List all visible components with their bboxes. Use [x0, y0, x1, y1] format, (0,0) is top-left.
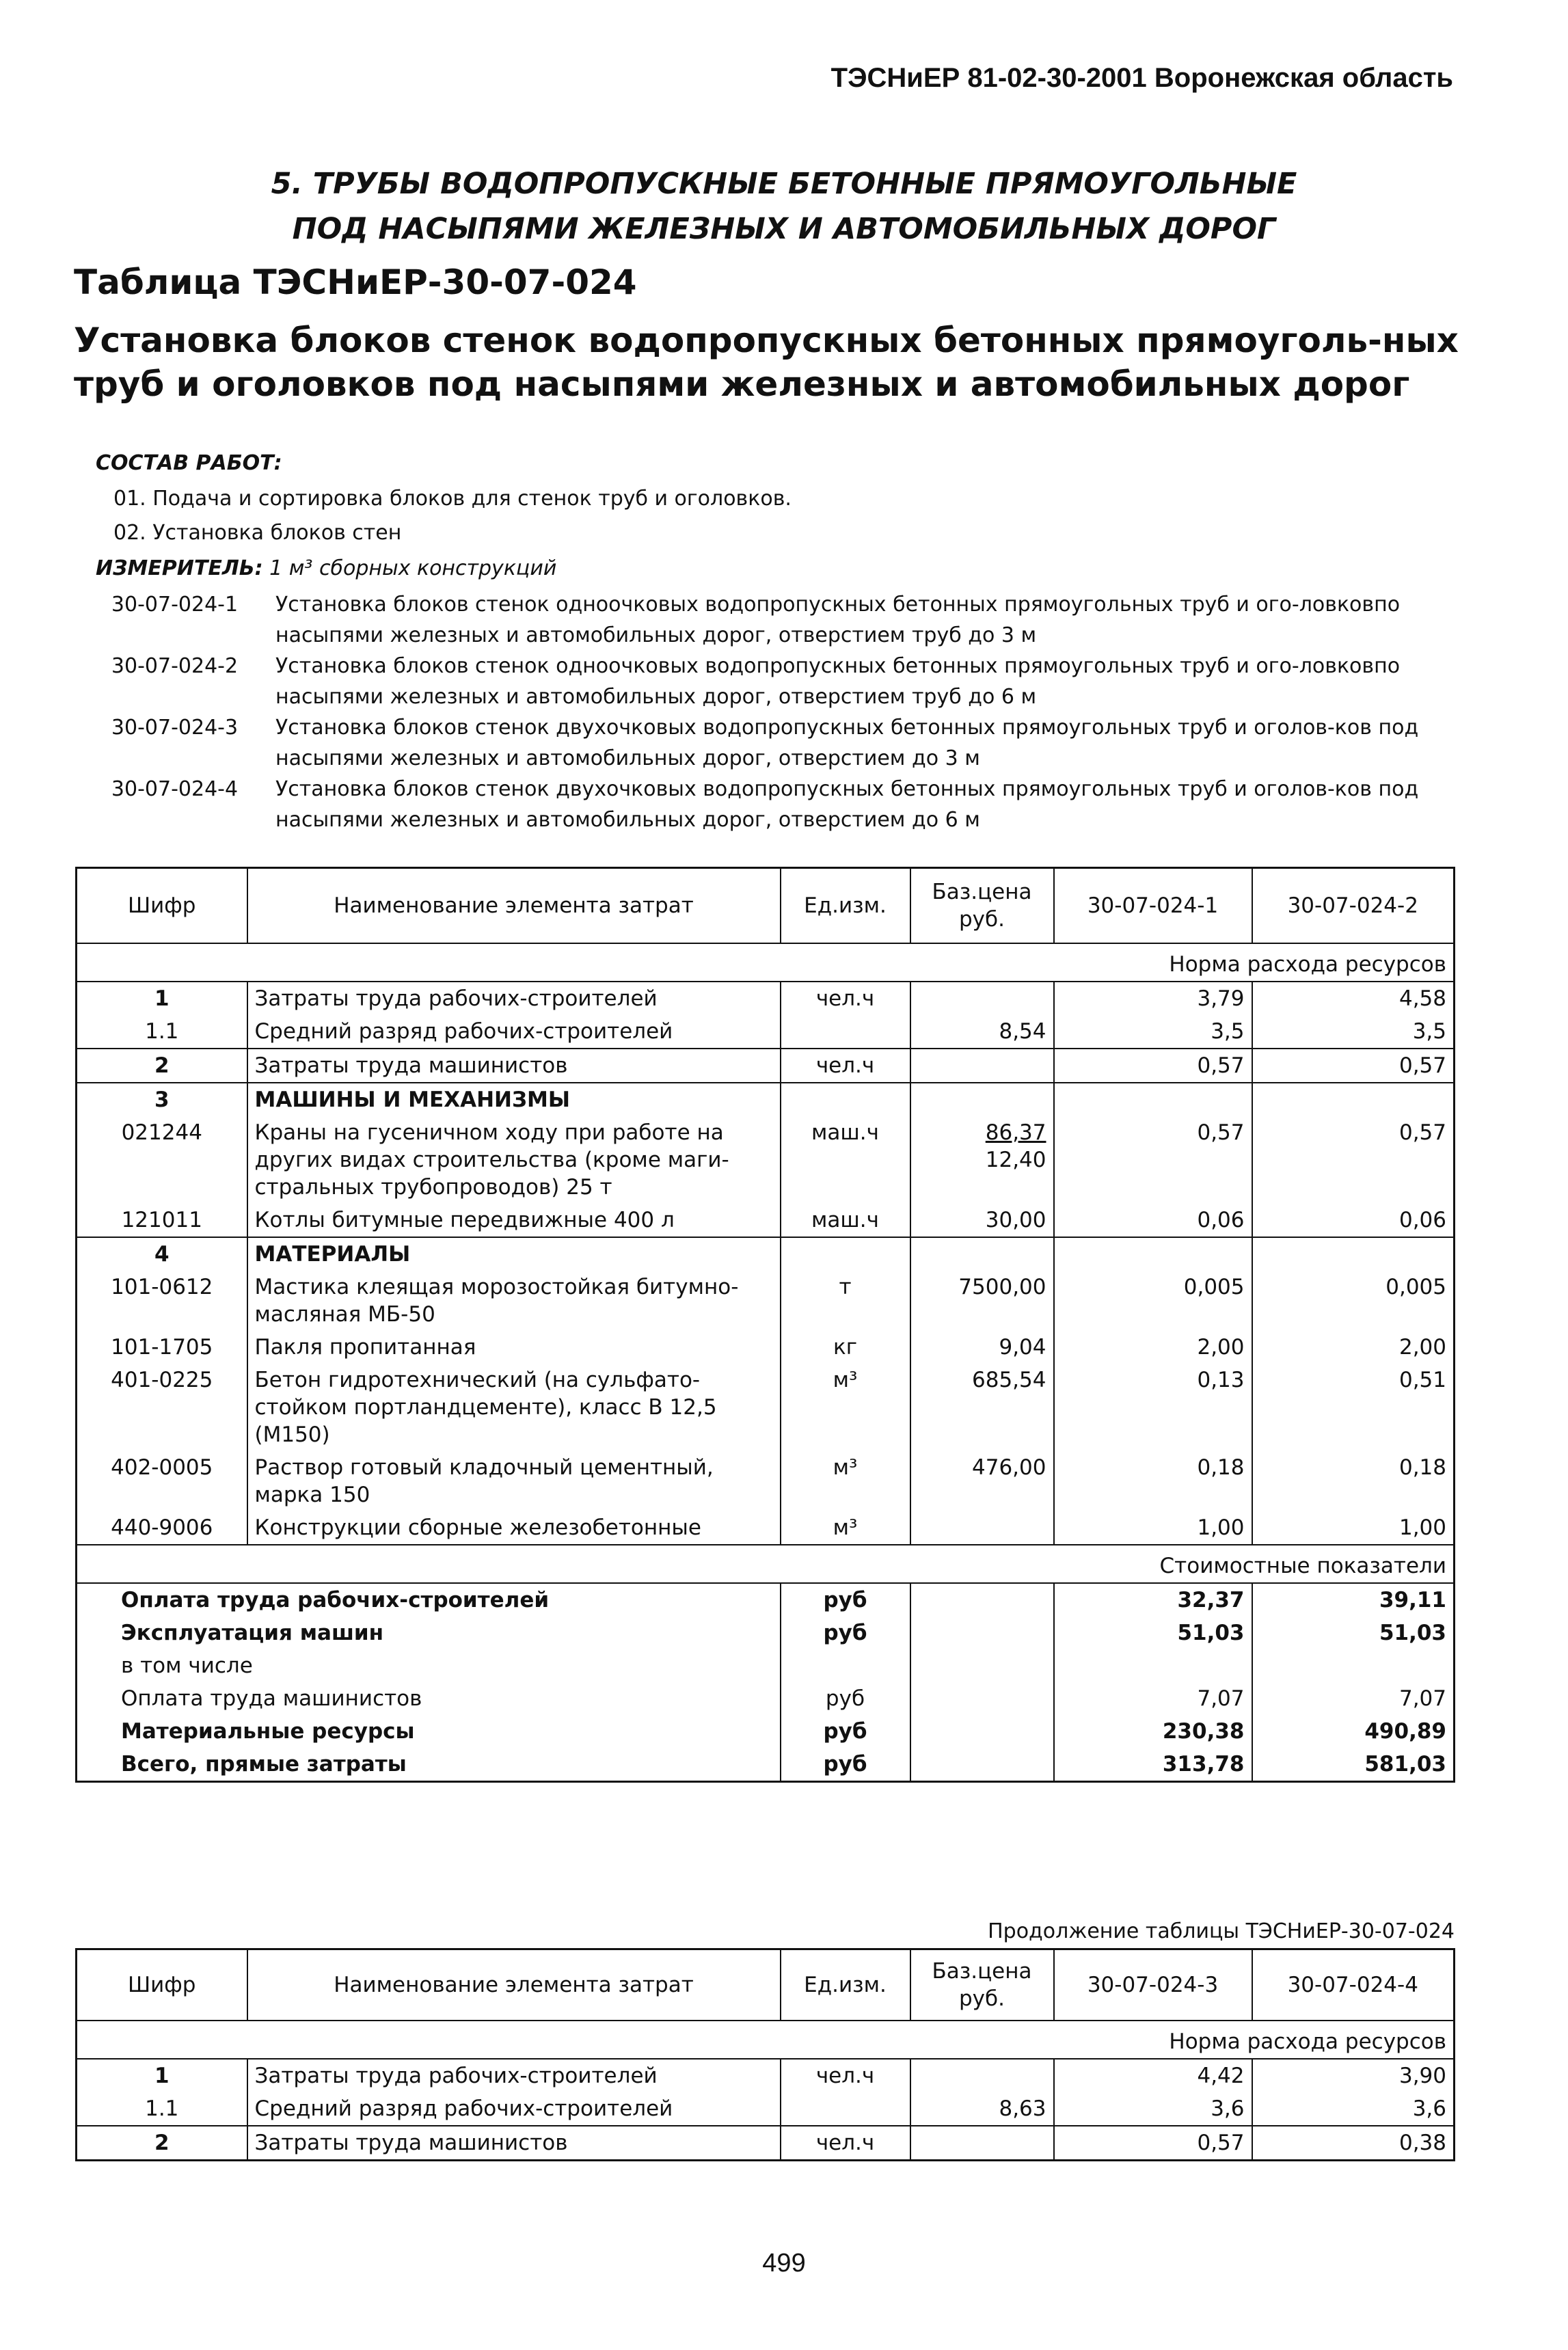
cell-unit: чел.ч: [781, 2126, 910, 2161]
cell-unit: кг: [781, 1331, 910, 1364]
code-description: Установка блоков стенок одноочковых водопропускных бетонных прямоугольных труб и ого-ловковпо насыпями железных и автомобильных дорог, отверстием труб до 6 м: [275, 654, 1401, 709]
table-row: [77, 1364, 1455, 1451]
table-row: [77, 2059, 1455, 2092]
cell-unit: чел.ч: [781, 982, 910, 1015]
cost-row: [77, 1682, 1455, 1715]
cell-shifr: 1.1: [77, 2092, 247, 2126]
col-header-price: Баз.цена руб.: [910, 1949, 1054, 2021]
cell-shifr: 2: [77, 2126, 247, 2161]
cell-unit: маш.ч: [781, 1204, 910, 1237]
cost-value-2: 490,89: [1252, 1715, 1455, 1748]
code-item: [74, 774, 1475, 835]
col-header-code-3: 30-07-024-3: [1054, 1949, 1252, 2021]
cell-shifr: 021244: [77, 1116, 247, 1204]
cell-shifr: 101-1705: [77, 1331, 247, 1364]
cell-price: [910, 982, 1054, 1015]
cell-shifr: 121011: [77, 1204, 247, 1237]
cell-value-1: 0,57: [1054, 1049, 1252, 1083]
cell-price: [910, 1116, 1054, 1204]
cell-name: Затраты труда рабочих-строителей: [247, 982, 781, 1015]
col-header-code-4: 30-07-024-4: [1252, 1949, 1455, 2021]
table-row: [77, 1271, 1455, 1331]
izmeritel-value: 1 м³ сборных конструкций: [269, 556, 557, 580]
cell-unit: м³: [781, 1511, 910, 1545]
cost-value-2: 7,07: [1252, 1682, 1455, 1715]
col-header-name: Наименование элемента затрат: [247, 1949, 781, 2021]
cell-name: Затраты труда рабочих-строителей: [247, 2059, 781, 2092]
cell-unit: [781, 2092, 910, 2126]
cell-value-2: 4,58: [1252, 982, 1455, 1015]
cell-value-1: 0,57: [1054, 2126, 1252, 2161]
cell-shifr: 401-0225: [77, 1364, 247, 1451]
cell-value-1: 0,005: [1054, 1271, 1252, 1331]
cell-name: МАТЕРИАЛЫ: [247, 1237, 781, 1271]
col-header-unit: Ед.изм.: [781, 1949, 910, 2021]
cell-value-2: 3,6: [1252, 2092, 1455, 2126]
cost-name: Материальные ресурсы: [121, 1718, 415, 1744]
cost-value-2: 39,11: [1252, 1583, 1455, 1617]
norma-row: [77, 2021, 1455, 2059]
cell-value-2: 1,00: [1252, 1511, 1455, 1545]
stoim-row: [77, 1545, 1455, 1583]
cell-value-1: 0,57: [1054, 1116, 1252, 1204]
cell-name: Затраты труда машинистов: [247, 1049, 781, 1083]
cell-unit: м³: [781, 1364, 910, 1451]
cell-value-2: 0,06: [1252, 1204, 1455, 1237]
cell-price: 8,63: [910, 2092, 1054, 2126]
cell-shifr: 2: [77, 1049, 247, 1083]
cell-name: Бетон гидротехнический (на сульфато-стойком портландцементе), класс В 12,5 (М150): [247, 1364, 781, 1451]
col-header-unit: Ед.изм.: [781, 868, 910, 943]
cell-shifr: 1: [77, 2059, 247, 2092]
cell-value-1: 2,00: [1054, 1331, 1252, 1364]
sostav-label: СОСТАВ РАБОТ:: [96, 451, 282, 475]
cell-unit: маш.ч: [781, 1116, 910, 1204]
izmeritel-label: ИЗМЕРИТЕЛЬ:: [96, 556, 263, 580]
cell-value-2: 0,51: [1252, 1364, 1455, 1451]
cost-value-2: 581,03: [1252, 1748, 1455, 1782]
table-row: [77, 1116, 1455, 1204]
cost-value-1: 7,07: [1054, 1682, 1252, 1715]
stoim-label: Стоимостные показатели: [77, 1545, 1455, 1583]
price-line-1: 86,37: [985, 1120, 1046, 1145]
cost-unit: руб: [781, 1583, 910, 1617]
col-header-code-1: 30-07-024-1: [1054, 868, 1252, 943]
cell-shifr: 440-9006: [77, 1511, 247, 1545]
norma-label: Норма расхода ресурсов: [77, 2021, 1455, 2059]
table-row: [77, 982, 1455, 1015]
table-row: [77, 2126, 1455, 2161]
cell-value-1: 3,6: [1054, 2092, 1252, 2126]
code-description: Установка блоков стенок одноочковых водопропускных бетонных прямоугольных труб и ого-ловковпо насыпями железных и автомобильных дорог, отверстием труб до 3 м: [275, 593, 1401, 647]
table-row: [77, 2092, 1455, 2126]
cell-name: Затраты труда машинистов: [247, 2126, 781, 2161]
running-header: ТЭСНиЕР 81-02-30-2001 Воронежская область: [830, 63, 1453, 93]
cell-unit: чел.ч: [781, 1049, 910, 1083]
cell-value-2: 0,57: [1252, 1049, 1455, 1083]
cost-value-1: 230,38: [1054, 1715, 1252, 1748]
cell-price: 30,00: [910, 1204, 1054, 1237]
code-description: Установка блоков стенок двухочковых водопропускных бетонных прямоугольных труб и оголов-ков под насыпями железных и автомобильных дорог, отверстием до 6 м: [275, 777, 1419, 832]
cost-name: Оплата труда машинистов: [121, 1686, 422, 1711]
cell-name: Средний разряд рабочих-строителей: [247, 2092, 781, 2126]
cell-value-1: 3,79: [1054, 982, 1252, 1015]
table-title: Установка блоков стенок водопропускных бетонных прямоуголь-ных труб и оголовков под насыпями железных и автомобильных дорог: [74, 321, 1459, 404]
cell-name: Пакля пропитанная: [247, 1331, 781, 1364]
cell-shifr: 1.1: [77, 1015, 247, 1049]
norma-label: Норма расхода ресурсов: [77, 943, 1455, 982]
table-row: [77, 1015, 1455, 1049]
cell-price: [910, 1049, 1054, 1083]
cost-unit: руб: [781, 1748, 910, 1782]
section-title-line1: 5. ТРУБЫ ВОДОПРОПУСКНЫЕ БЕТОННЫЕ ПРЯМОУГОЛЬНЫЕ: [271, 167, 1297, 201]
cost-name: в том числе: [121, 1653, 253, 1678]
section-title: [0, 161, 1568, 252]
cell-shifr: 4: [77, 1237, 247, 1271]
cell-name: Краны на гусеничном ходу при работе на других видах строительства (кроме маги-стральных трубопроводов) 25 т: [247, 1116, 781, 1204]
cost-value-2: 51,03: [1252, 1617, 1455, 1649]
cell-name: Раствор готовый кладочный цементный, марка 150: [247, 1451, 781, 1511]
cost-value-1: 313,78: [1054, 1748, 1252, 1782]
cell-shifr: 3: [77, 1083, 247, 1116]
code-description: Установка блоков стенок двухочковых водопропускных бетонных прямоугольных труб и оголов-ков под насыпями железных и автомобильных дорог, отверстием до 3 м: [275, 716, 1419, 770]
cell-shifr: 101-0612: [77, 1271, 247, 1331]
cost-name: Эксплуатация машин: [121, 1620, 384, 1645]
col-header-shifr: Шифр: [77, 868, 247, 943]
code: 30-07-024-2: [111, 654, 239, 678]
cell-value-2: 3,5: [1252, 1015, 1455, 1049]
col-header-price: Баз.цена руб.: [910, 868, 1054, 943]
cost-row: [77, 1649, 1455, 1682]
cell-unit: [781, 1015, 910, 1049]
col-header-shifr: Шифр: [77, 1949, 247, 2021]
code-item: [74, 651, 1475, 712]
continuation-caption: Продолжение таблицы ТЭСНиЕР-30-07-024: [988, 1919, 1455, 1943]
table-row: [77, 1049, 1455, 1083]
price-line-2: 12,40: [985, 1147, 1046, 1172]
resource-table-1: [75, 867, 1455, 1783]
code: 30-07-024-4: [111, 777, 239, 801]
cell-price: 685,54: [910, 1364, 1054, 1451]
cost-name: Всего, прямые затраты: [121, 1751, 407, 1777]
table-row: [77, 1331, 1455, 1364]
cost-unit: руб: [781, 1682, 910, 1715]
table-row: [77, 1451, 1455, 1511]
cell-value-1: 1,00: [1054, 1511, 1252, 1545]
cell-value-1: 0,06: [1054, 1204, 1252, 1237]
cell-price: [910, 1511, 1054, 1545]
table-row: [77, 1204, 1455, 1237]
cell-price: 7500,00: [910, 1271, 1054, 1331]
cell-value-2: 3,90: [1252, 2059, 1455, 2092]
cell-value-2: 2,00: [1252, 1331, 1455, 1364]
operation-1: 01. Подача и сортировка блоков для стенок труб и оголовков.: [113, 487, 792, 511]
col-header-name: Наименование элемента затрат: [247, 868, 781, 943]
cost-row: [77, 1617, 1455, 1649]
table-name: Таблица ТЭСНиЕР-30-07-024: [74, 262, 637, 302]
col-header-code-2: 30-07-024-2: [1252, 868, 1455, 943]
cell-price: [910, 2059, 1054, 2092]
cell-unit: т: [781, 1271, 910, 1331]
cell-price: 9,04: [910, 1331, 1054, 1364]
cost-row: [77, 1748, 1455, 1782]
table-row: [77, 1511, 1455, 1545]
page-number: 499: [762, 2249, 806, 2278]
cell-name: Средний разряд рабочих-строителей: [247, 1015, 781, 1049]
cell-unit: м³: [781, 1451, 910, 1511]
cost-name: Оплата труда рабочих-строителей: [121, 1587, 550, 1612]
code-item: [74, 712, 1475, 774]
cost-row: [77, 1715, 1455, 1748]
cell-price: 8,54: [910, 1015, 1054, 1049]
cell-value-1: 3,5: [1054, 1015, 1252, 1049]
cell-shifr: 402-0005: [77, 1451, 247, 1511]
table-header-row: [77, 1949, 1455, 2021]
cell-value-2: 0,57: [1252, 1116, 1455, 1204]
table-header-row: [77, 868, 1455, 943]
table-row: [77, 1083, 1455, 1116]
codes-list: [74, 589, 1475, 835]
cell-value-1: 4,42: [1054, 2059, 1252, 2092]
cell-value-2: 0,38: [1252, 2126, 1455, 2161]
cell-value-1: 0,13: [1054, 1364, 1252, 1451]
resource-table-2: [75, 1948, 1455, 2161]
cell-unit: чел.ч: [781, 2059, 910, 2092]
cost-value-1: 51,03: [1054, 1617, 1252, 1649]
code: 30-07-024-1: [111, 593, 239, 617]
cell-value-2: 0,18: [1252, 1451, 1455, 1511]
cell-name: МАШИНЫ И МЕХАНИЗМЫ: [247, 1083, 781, 1116]
code-item: [74, 589, 1475, 651]
table-row: [77, 1237, 1455, 1271]
code: 30-07-024-3: [111, 716, 239, 740]
cell-price: [910, 2126, 1054, 2161]
operation-2: 02. Установка блоков стен: [113, 521, 402, 545]
cell-name: Конструкции сборные железобетонные: [247, 1511, 781, 1545]
cell-value-1: 0,18: [1054, 1451, 1252, 1511]
cost-unit: руб: [781, 1617, 910, 1649]
cost-value-1: 32,37: [1054, 1583, 1252, 1617]
cell-name: Мастика клеящая морозостойкая битумно-масляная МБ-50: [247, 1271, 781, 1331]
section-title-line2: ПОД НАСЫПЯМИ ЖЕЛЕЗНЫХ И АВТОМОБИЛЬНЫХ ДОРОГ: [292, 212, 1276, 246]
cell-name: Котлы битумные передвижные 400 л: [247, 1204, 781, 1237]
cell-shifr: 1: [77, 982, 247, 1015]
cost-row: [77, 1583, 1455, 1617]
cell-value-2: 0,005: [1252, 1271, 1455, 1331]
izmeritel: [96, 556, 556, 580]
cell-price: 476,00: [910, 1451, 1054, 1511]
norma-row: [77, 943, 1455, 982]
cost-unit: руб: [781, 1715, 910, 1748]
